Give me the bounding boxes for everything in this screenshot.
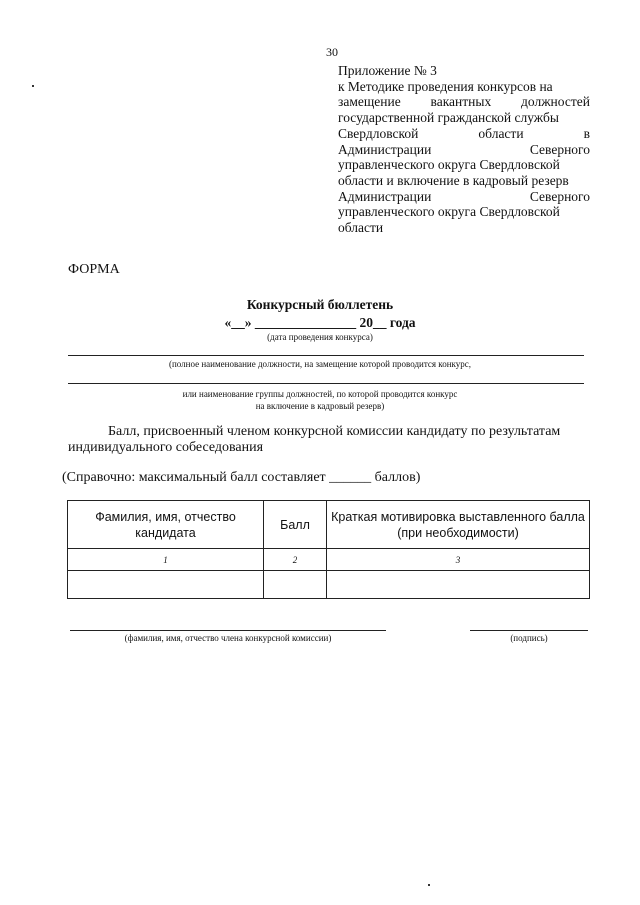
body-line-2: индивидуального собеседования [68, 440, 264, 455]
form-label: ФОРМА [68, 262, 120, 277]
document-title: Конкурсный бюллетень [246, 297, 394, 312]
group-caption-1: или наименование группы должностей, по которой проводится конкурс [182, 389, 458, 399]
appendix-line [338, 126, 590, 142]
table-number-row [68, 549, 590, 571]
column-number: 3 [327, 549, 590, 571]
header-justification: Краткая мотивировка выставленного балла (при необходимости) [327, 501, 590, 549]
scan-speck [428, 884, 430, 886]
justification-cell[interactable] [327, 571, 590, 599]
name-signature-line [70, 630, 386, 631]
column-number: 2 [264, 549, 327, 571]
column-number: 1 [68, 549, 264, 571]
appendix-word: Северного [529, 141, 590, 157]
signature-line [470, 630, 588, 631]
position-caption: (полное наименование должности, на замещение которой проводится конкурс, [168, 359, 472, 369]
header-score: Балл [264, 501, 327, 549]
appendix-word: в [583, 125, 590, 141]
page-number: 30 [326, 45, 338, 59]
appendix-word: Северного [529, 188, 590, 204]
appendix-line [338, 189, 590, 205]
appendix-line: области [338, 220, 384, 236]
body-line-1: Балл, присвоенный членом конкурсной комиссии кандидату по результатам [108, 424, 561, 439]
appendix-line: управленческого округа Свердловской [338, 157, 560, 173]
name-caption: (фамилия, имя, отчество члена конкурсной комиссии) [124, 633, 332, 643]
appendix-line [338, 142, 590, 158]
appendix-word: Свердловской [338, 125, 419, 141]
header-candidate-name: Фамилия, имя, отчество кандидата [68, 501, 264, 549]
date-line: «__» _______________ 20__ года [224, 315, 416, 330]
appendix-word: области [478, 125, 524, 141]
score-cell[interactable] [264, 571, 327, 599]
appendix-word: должностей [521, 94, 590, 110]
table-header-row [68, 501, 590, 549]
group-rule [68, 383, 584, 384]
appendix-line: к Методике проведения конкурсов на [338, 78, 553, 94]
appendix-line: государственной гражданской службы [338, 110, 559, 126]
appendix-line: области и включение в кадровый резерв [338, 172, 569, 188]
signature-caption: (подпись) [510, 633, 548, 643]
appendix-header [338, 63, 590, 236]
group-caption-2: на включение в кадровый резерв) [255, 401, 385, 411]
appendix-word: Администрации [338, 188, 432, 204]
appendix-word: замещение [338, 94, 401, 110]
position-rule [68, 355, 584, 356]
appendix-line: управленческого округа Свердловской [338, 204, 560, 220]
table-row [68, 571, 590, 599]
appendix-word: Администрации [338, 141, 432, 157]
scores-table [67, 500, 590, 599]
date-caption: (дата проведения конкурса) [267, 332, 373, 342]
appendix-word: вакантных [430, 94, 492, 110]
max-score-note: (Справочно: максимальный балл составляет ______ баллов) [62, 470, 421, 485]
candidate-name-cell[interactable] [68, 571, 264, 599]
appendix-line [338, 94, 590, 110]
appendix-line: Приложение № 3 [338, 63, 437, 78]
body-text [68, 424, 590, 456]
scan-speck [32, 85, 34, 87]
